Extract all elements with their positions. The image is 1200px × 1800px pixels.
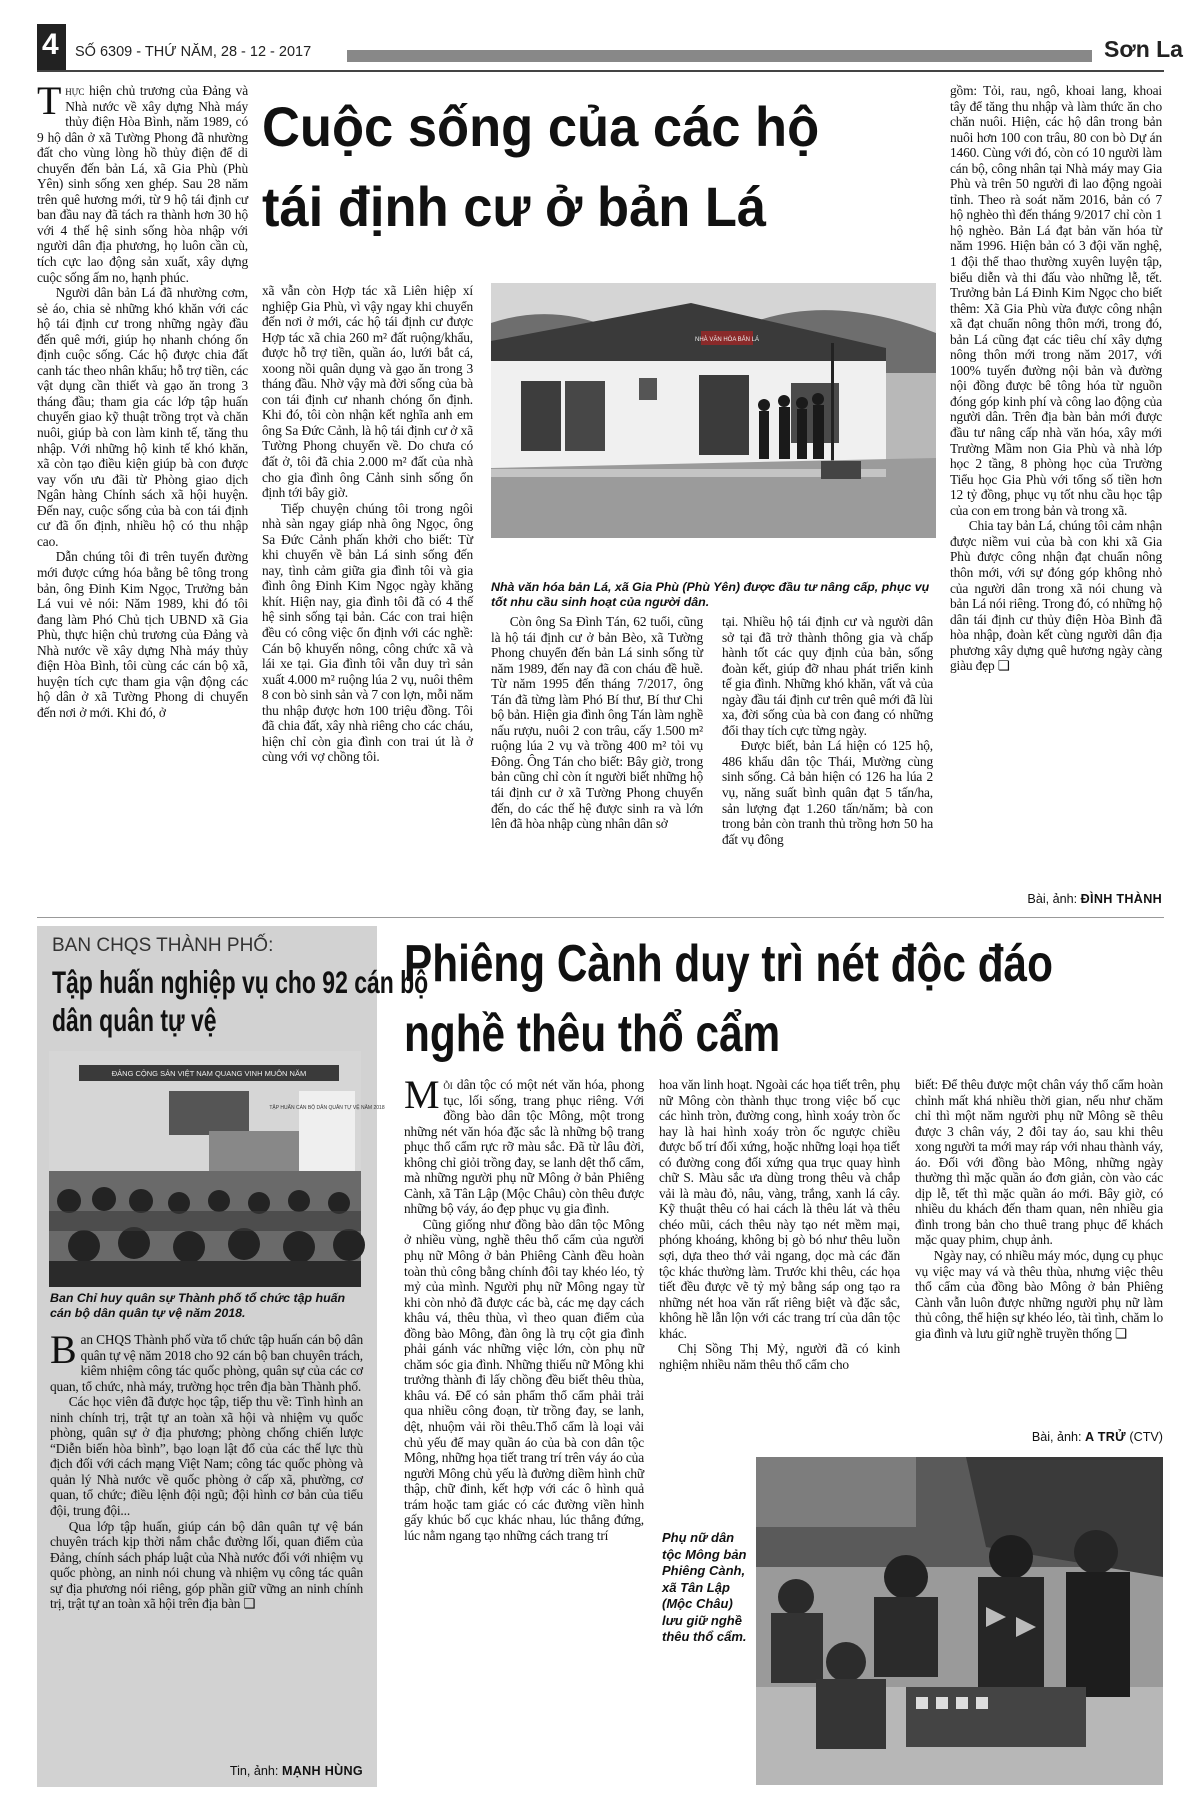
paragraph: Dẫn chúng tôi đi trên tuyến đường mới được cứng hóa bằng bê tông trong bản, ông Đinh Kim Ngọc, Trưởng bản Lá vui vẻ nói: Năm 1989, khi đó tôi đang làm Phó Chủ tịch UBND xã Gia Phù, thực hiện chủ trương của Đảng và Nhà nước về xây dựng Nhà máy thủy điện Hòa Bình, tôi cùng các cán bộ xã, huyện tích cực tham gia vận động các hộ dân ở xã Tường Phong di chuyển đến nơi ở mới. Khi đó, ở	[37, 549, 248, 720]
article1-column-5	[950, 83, 1162, 891]
sidebar-title-line1: Tập huấn nghiệp vụ cho 92 cán bộ	[52, 965, 429, 1000]
article2-column-2	[659, 1077, 900, 1509]
paragraph: Còn ông Sa Đình Tán, 62 tuổi, cũng là hộ tái định cư ở bản Bèo, xã Tường Phong chuyển đến bản Lá sinh sống từ năm 1989, đến nay đã con cháu đề huề. Từ năm 1995 đến tháng 7/2017, ông Tán đã từng làm Phó Bí thư, Bí thư Chi bộ bản. Hiện gia đình ông Tán làm nghề nấu rượu, nuôi 2 con trâu, cấy 1.500 m² ruộng lúa 2 vụ và trồng 400 m² tỏi vụ Đông. Ông Tán cho biết: Bây giờ, trong bản cũng chỉ còn ít người biết những hộ tái định cư ở xã Tường Phong chuyển đến, do các thế hệ được sinh ra và lớn lên đã hòa nhập cùng nhân dân sở	[491, 614, 703, 832]
issue-info: SỐ 6309 - THỨ NĂM, 28 - 12 - 2017	[75, 44, 312, 60]
sidebar-text	[50, 1327, 363, 1762]
paragraph: xã vẫn còn Hợp tác xã Liên hiệp xí nghiệp Gia Phù, vì vậy ngay khi chuyển đến nơi ở mới, các hộ tái định cư được Hợp tác xã chia 260 m² đất ruộng/khẩu, được hỗ trợ tiền, quần áo, lưới bắt cá, xoong nồi quân dụng và gạo ăn trong 3 tháng đầu. Nhờ vậy mà đời sống của bà con tái định cư nhanh chóng ổn định. Khi đó, tôi còn nhận kết nghĩa anh em ông Sa Đức Cảnh, là hộ tái định cư ở xã Tường Phong chuyển về. Do chưa có đất ở, tôi đã chia 2.000 m² đất của nhà cho gia đình ông Cảnh sinh sống ổn định tới bây giờ.	[262, 283, 473, 501]
hall-banner-text: ĐẢNG CỘNG SẢN VIỆT NAM QUANG VINH MUÔN NĂM	[111, 1069, 307, 1078]
article1-byline	[950, 892, 1162, 906]
article1-title-line1: Cuộc sống của các hộ	[262, 95, 820, 159]
article2-title-line2: nghề thêu thổ cẩm	[404, 1003, 781, 1063]
byline-name: ĐÌNH THÀNH	[1080, 892, 1162, 906]
paragraph: Qua lớp tập huấn, giúp cán bộ dân quân tự vệ bán chuyên trách kịp thời nắm chắc đường lối, quan điểm của Đảng, chính sách pháp luật của Nhà nước đối với nhiệm vụ quốc phòng, an ninh nói chung và nhiệm vụ công tác quân sự địa phương nói riêng, góp phần giữ vững an ninh chính trị, trật tự an toàn xã hội trên địa bàn	[50, 1518, 363, 1612]
paragraph: Tiếp chuyện chúng tôi trong ngôi nhà sàn ngay giáp nhà ông Ngọc, ông Sa Đức Cảnh phấn khởi cho biết: Từ khi chuyển về bản Lá sinh sống đến nay, tình cảm giữa gia đình tôi và gia đình ông Đinh Kim Ngọc ngày khăng khít. Hiện nay, gia đình tôi đã có 4 thế hệ sinh sống tại bản. Các con trai hiện đều có công việc ổn định với các nghề: Cán bộ khuyến nông, công chức xã và lái xe tại. Gia đình tôi vẫn duy trì sản xuất 4.000 m² ruộng lúa 2 vụ, nuôi thêm 8 con bò sinh sản và 7 con lợn, mỗi năm thu nhập được hơn 100 triệu đồng. Tôi đã chia đất, xây nhà riêng cho các cháu, hiện chỉ còn gia đình con trai út là ở cùng với vợ chồng tôi.	[262, 500, 473, 765]
embroidery-photo-caption: Phụ nữ dân tộc Mông bản Phiêng Cành, xã Tân Lập (Mộc Châu) lưu giữ nghề thêu thổ cẩm.	[662, 1530, 747, 1644]
paragraph: Được biết, bản Lá hiện có 125 hộ, 486 khẩu dân tộc Thái, Mường cùng sinh sống. Cả bản hiện có 126 ha lúa 2 vụ, năng suất bình quân đạt 5 tấn/ha, sản lượng đạt 1.260 tấn/năm; bà con trong bản còn tranh thủ trồng hơn 50 ha đất vụ đông	[722, 738, 933, 847]
dropcap: B	[50, 1327, 77, 1372]
article2-column-3	[915, 1077, 1163, 1429]
embroidery-illustration	[756, 1457, 1163, 1785]
paragraph: Cũng giống như đồng bào dân tộc Mông ở nhiều vùng, nghề thêu thổ cẩm của người phụ nữ Mông ở bản Phiêng Cành đều hoàn toàn thủ công bằng chính đôi tay khéo léo, tỷ mỷ của mình. Người phụ nữ Mông ngay từ khi còn nhỏ đã được các bà, các mẹ dạy cách khâu vá, thêu thùa, vì theo quan điểm của đồng bào Mông, đàn ông là trụ cột gia đình phải gánh vác những việc lớn, còn phụ nữ chăm sóc gia đình. Những thiếu nữ Mông khi trưởng thành đi lấy chồng đều biết thêu thùa, khâu vá. Để có sản phẩm thổ cẩm phải trải qua nhiều công đoạn, từ trồng đay, se lanh, dệt, nhuộm vải rồi thêu.Thổ cẩm là loại vải chủ yếu để may quần áo của bà con dân tộc Mông, những họa tiết trang trí trên váy áo của người Mông chủ yếu là đường diềm hình chữ thập, chữ đinh, kết hợp với các ô hình quả trám hoặc tam giác có các đường viền hình gấy khúc bố cục khác nhau, lúc thẳng đứng, lúc nằm ngang tạo những cách trang trí	[404, 1216, 644, 1543]
page-number: 4	[42, 28, 59, 61]
byline-suffix: (CTV)	[1129, 1430, 1163, 1444]
end-mark: ❏	[243, 1596, 256, 1612]
byline-name: A TRỬ	[1085, 1430, 1126, 1444]
embroidery-photo	[756, 1457, 1163, 1785]
article1-column-1	[37, 78, 248, 910]
paragraph: hiện chủ trương của Đảng và Nhà nước về xây dựng Nhà máy thủy điện Hòa Bình, năm 1989, có 9 hộ dân ở xã Tường Phong đã nhường đất cho vùng lòng hồ thủy điện để di chuyển đến bản Lá, xã Gia Phù (Phù Yên) sinh sống xen ghép. Sau 28 năm trên quê hương mới, từ 9 hộ tái định cư ban đầu nay đã tách ra thành hơn 30 hộ với 4 thế hệ sinh sống hòa nhập với người dân địa phương, họ luôn cần cù, tích cực lao động sản xuất, xây dựng cuộc sống ấm no, hạnh phúc.	[37, 83, 248, 285]
paragraph: tại. Nhiều hộ tái định cư và người dân sở tại đã trở thành thông gia và chấp hành tốt các quy định của bản, sống đoàn kết, giúp đỡ nhau phát triển kinh tế gia đình. Những khó khăn, vất vả của ngày đầu tái định cư trên quê mới đã lùi xa, đời sống của bà con đang có những đổi thay tích cực từng ngày.	[722, 614, 933, 738]
byline-name: MẠNH HÙNG	[281, 1764, 363, 1778]
community-house-caption: Nhà văn hóa bản Lá, xã Gia Phù (Phù Yên) được đầu tư nâng cấp, phục vụ tốt nhu cầu sinh hoạt của người dân.	[491, 580, 930, 609]
community-house-illustration	[491, 283, 936, 538]
header-underline	[37, 70, 1164, 72]
paragraph: an CHQS Thành phố vừa tổ chức tập huấn cán bộ dân quân tự vệ năm 2018 cho 92 cán bộ ban chuyên trách, kiêm nhiệm công tác quốc phòng, quân sự của các cơ quan, tổ chức, nhà máy, trường học trên địa bàn Thành phố.	[50, 1332, 363, 1394]
article2-byline	[915, 1430, 1163, 1444]
sidebar-title-line2: dân quân tự vệ	[52, 1003, 217, 1038]
article1-column-2	[262, 283, 473, 910]
byline-prefix: Bài, ảnh:	[1027, 892, 1078, 906]
article1-column-4	[722, 614, 933, 910]
dropcap: M	[404, 1072, 440, 1117]
training-photo	[49, 1051, 385, 1287]
paragraph: dân tộc có một nét văn hóa, phong tục, lối sống, trang phục riêng. Với đồng bào dân tộc Mông, một trong những nét văn hóa đặc sắc là những bộ trang phục thổ cẩm rực rỡ màu sắc. Đã từ lâu đời, không chỉ giỏi trồng đay, se lanh dệt thổ cẩm, mà những người phụ nữ Mông ở bản Phiêng Cành, xã Tân Lập (Mộc Châu) còn thêu được những bộ váy, áo đẹp phục vụ gia đình.	[404, 1077, 644, 1217]
paragraph: Người dân bản Lá đã nhường cơm, sẻ áo, chia sẻ những khó khăn với các hộ tái định cư trong những ngày đầu đến quê mới, giúp họ nhanh chóng ổn định cuộc sống. Các hộ được chia đất canh tác theo nhân khẩu; hỗ trợ tiền, các vật dụng cần thiết và gạo ăn trong 3 tháng đầu; tham gia các lớp tập huấn chuyển giao kỹ thuật trồng trọt và chăn nuôi, giúp bà con làm kinh tế, tăng thu nhập. Với những hộ kinh tế khó khăn, xã còn tạo điều kiện giúp bà con được vay vốn ưu đãi từ Phòng giao dịch Ngân hàng Chính sách xã hội huyện. Đến nay, cuộc sống của bà con tái định cư đã ổn định, nhiều hộ có thu nhập cao.	[37, 285, 248, 549]
paragraph: hoa văn linh hoạt. Ngoài các họa tiết trên, phụ nữ Mông còn thành thục trong việc bố cục các hình tròn, đường cong, hình xoáy tròn ốc hay là hai hình xoáy tròn ốc ngược chiều được bố trí đối xứng, hoặc những loại họa tiết có đường cong đối xứng qua trục quay hình chữ S. Màu sắc ưa dùng trong thêu và chắp vải là màu đỏ, nâu, vàng, trắng, xanh lá cây. Kỹ thuật thêu có hai cách là thêu lát và thêu chéo mũi, cách thêu này tạo nét mềm mại, phóng khoáng, không bị gò bó như thêu luồn sợi, dựa theo thớ vải ngang, dọc mà các đăn tộc khác thường làm. Trước khi thêu, các họa tiết đều được vẽ tỷ mỷ bằng sáp ong tạo ra những nét hoa văn rất riêng biệt và đặc sắc, không hề lẫn lộn với các trang trí của dân tộc khác.	[659, 1077, 900, 1341]
end-mark: ❏	[997, 658, 1010, 674]
community-house-photo	[491, 283, 936, 538]
byline-prefix: Tin, ảnh:	[229, 1764, 279, 1778]
header-bar	[37, 24, 1183, 72]
paragraph: biết: Để thêu được một chân váy thổ cẩm hoàn chỉnh mất khá nhiều thời gian, nếu như chăm chỉ thì một năm người phụ nữ Mông sẽ thêu được 3 chân váy, 2 đôi tay áo, sau khi thêu xong người ta mới may ráp với nhau thành váy, áo. Đối với đồng bào Mông, những ngày thường thì mặc quần áo đơn giản, còn vào các dịp lễ, tết thì mặc quần áo mới. Bây giờ, có nhiều du khách đến tham quan, nên nhiều gia đình trong bản cho thuê trang phục để khách mặc quay phim, chụp ảnh.	[915, 1077, 1163, 1248]
article1-column-3	[491, 614, 703, 910]
article1-title-line2: tái định cư ở bản Lá	[262, 175, 767, 239]
end-mark: ❏	[1114, 1325, 1127, 1341]
paragraph: gồm: Tỏi, rau, ngô, khoai lang, khoai tây để tăng thu nhập và làm thức ăn cho chăn nuôi. Hiện, các hộ dân trong bản nuôi hơn 100 con trâu, 80 con bò Dự án 1460. Cùng với đó, còn có 10 người làm cán bộ, công nhân tại Nhà máy may Gia Phù và trên 50 người đi lao động ngoài tỉnh. Theo rà soát năm 2016, bản có 7 hộ nghèo thì đến tháng 9/2017 chỉ còn 1 hộ nghèo. Bản Lá đạt bản văn hóa từ năm 1996. Hiện bản có 3 đội văn nghệ, 1 đội thể thao thường xuyên luyện tập, biểu diễn và thi đấu vào những lễ, tết. Trưởng bản Lá Đinh Kim Ngọc cho biết thêm: Xã Gia Phù vừa được công nhận xã đạt chuẩn nông thôn mới, trong đó, bản Lá cũng đạt các tiêu chí xây dựng nông thôn mới trong năm 2017, với 100% tuyến đường nội bản và đường nội đồng được bê tông hóa từ nguồn đóng góp kinh phí và công lao động của người dân. Trên địa bàn bản mới được đầu tư nâng cấp nhà văn hóa, xây mới Trường Mầm non Gia Phù và nhà lớp học 2 tầng, 8 phòng học của Trường Tiểu học Gia Phù với tổng số tiền hơn 12 tỷ đồng, phục vụ tốt nhu cầu học tập của con em trong bản và trong xã.	[950, 83, 1162, 518]
community-house-sign: NHÀ VĂN HÓA BẢN LÁ	[694, 337, 760, 343]
sidebar-byline	[50, 1764, 363, 1778]
paragraph: Các học viên đã được học tập, tiếp thu về: Tình hình an ninh chính trị, trật tự an toàn xã hội và nhiệm vụ quốc phòng, quân sự ở địa phương; phòng chống chiến lược “Diễn biến hòa bình”, bạo loạn lật đổ của các thế lực thù địch đối với cách mạng Việt Nam; công tác quốc phòng và quản lý Nhà nước về quốc phòng ở cấp xã, phường, cơ quan, tổ chức; điều lệnh đội ngũ; đội hình cơ bản của tiểu đội, trung đội...	[50, 1394, 363, 1519]
screen-text: TẬP HUẤN CÁN BỘ DÂN QUÂN TỰ VỆ NĂM 2018	[269, 1105, 385, 1111]
lead-caps: ỗi	[443, 1077, 453, 1092]
training-hall-illustration	[49, 1051, 385, 1287]
training-photo-caption: Ban Chỉ huy quân sự Thành phố tổ chức tập huấn cán bộ dân quân tự vệ năm 2018.	[50, 1291, 346, 1320]
paragraph: Chia tay bản Lá, chúng tôi cảm nhận được niềm vui của bà con khi xã Gia Phù được công nhận đạt chuẩn nông thôn mới, với sự đóng góp không nhỏ của người dân trong xã nói chung và bản Lá nói riêng. Trong đó, có những hộ dân tái định cư thủy điện Hòa Bình đã hòa nhập, đoàn kết cùng người dân địa phương xây dựng quê hương ngày càng giàu đẹp	[950, 518, 1162, 674]
byline-prefix: Bài, ảnh:	[1031, 1430, 1082, 1444]
article2-title-line1: Phiêng Cành duy trì nét độc đáo	[404, 933, 1053, 993]
section-divider	[37, 917, 1164, 918]
paragraph: Ngày nay, có nhiều máy móc, dụng cụ phục vụ việc may vá và thêu thùa, nhưng việc thêu thổ cẩm của đồng bào Mông ở bản Phiêng Cành vẫn luôn được những người phụ nữ làm thủ công, thể hiện sự khéo léo, tài tình, chăm lo gia đình và lưu giữ nghề truyền thống	[915, 1248, 1163, 1341]
article2-column-1	[404, 1072, 644, 1785]
header-rule	[347, 50, 1092, 62]
dropcap: T	[37, 78, 62, 123]
lead-caps: hực	[65, 83, 85, 98]
sidebar-kicker: BAN CHQS THÀNH PHỐ:	[52, 935, 274, 956]
section-name: Sơn La	[1104, 36, 1183, 62]
paragraph: Chị Sồng Thị Mỷ, người đã có kinh nghiệm nhiều năm thêu thổ cẩm cho	[659, 1341, 900, 1372]
